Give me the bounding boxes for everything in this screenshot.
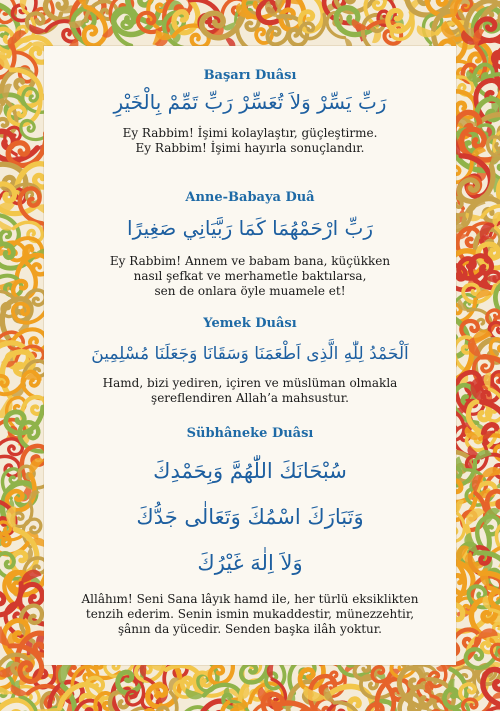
section-anne-babaya-dua bbox=[44, 190, 456, 299]
content-panel bbox=[44, 46, 456, 665]
meaning-line: şereflendiren Allah’a mahsustur. bbox=[151, 391, 349, 405]
section-heading: Anne-Babaya Duâ bbox=[185, 190, 315, 205]
section-yemek-duasi bbox=[44, 316, 456, 406]
section-basari-duasi bbox=[44, 68, 456, 156]
meaning-line: Ey Rabbim! İşimi hayırla sonuçlandır. bbox=[135, 141, 365, 155]
arabic-line: رَبِّ ارْحَمْهُمَا كَمَا رَبَّيَانِي صَغِيرًا bbox=[127, 216, 373, 240]
arabic-line: وَتَبَارَكَ اسْمُكَ وَتَعَالٰى جَدُّكَ bbox=[136, 505, 364, 529]
meaning-text bbox=[44, 254, 456, 299]
section-heading: Başarı Duâsı bbox=[203, 68, 297, 83]
meaning-text bbox=[44, 376, 456, 406]
section-subhaneke-duasi bbox=[44, 426, 456, 637]
section-heading: Yemek Duâsı bbox=[203, 316, 297, 331]
section-heading: Sübhâneke Duâsı bbox=[186, 426, 314, 441]
meaning-line: nasıl şefkat ve merhametle baktılarsa, bbox=[133, 269, 367, 283]
meaning-line: Ey Rabbim! İşimi kolaylaştır, güçleştirme. bbox=[122, 126, 378, 140]
arabic-line: سُبْحَانَكَ اللّٰهُمَّ وَبِحَمْدِكَ bbox=[153, 459, 347, 483]
meaning-line: şânın da yücedir. Senden başka ilâh yoktur. bbox=[117, 622, 382, 636]
arabic-line: رَبِّ يَسِّرْ وَلاَ تُعَسِّرْ رَبِّ تَمِّمْ بِالْخَيْرِ bbox=[113, 90, 387, 114]
meaning-text bbox=[44, 592, 456, 637]
meaning-line: sen de onlara öyle muamele et! bbox=[154, 284, 346, 298]
meaning-text bbox=[44, 126, 456, 156]
arabic-line: وَلاَ اِلٰهَ غَيْرُكَ bbox=[197, 551, 303, 575]
meaning-line: Ey Rabbim! Annem ve babam bana, küçükken bbox=[109, 254, 391, 268]
meaning-line: Allâhım! Seni Sana lâyık hamd ile, her türlü eksiklikten bbox=[81, 592, 419, 606]
arabic-line: اَلْحَمْدُ لِلّٰهِ الَّذِى اَطْعَمَنَا وَسَقَانَا وَجَعَلَنَا مُسْلِمِينَ bbox=[91, 344, 409, 364]
meaning-line: tenzih ederim. Senin ismin mukaddestir, münezzehtir, bbox=[85, 607, 415, 621]
meaning-line: Hamd, bizi yediren, içiren ve müslüman olmakla bbox=[102, 376, 398, 390]
